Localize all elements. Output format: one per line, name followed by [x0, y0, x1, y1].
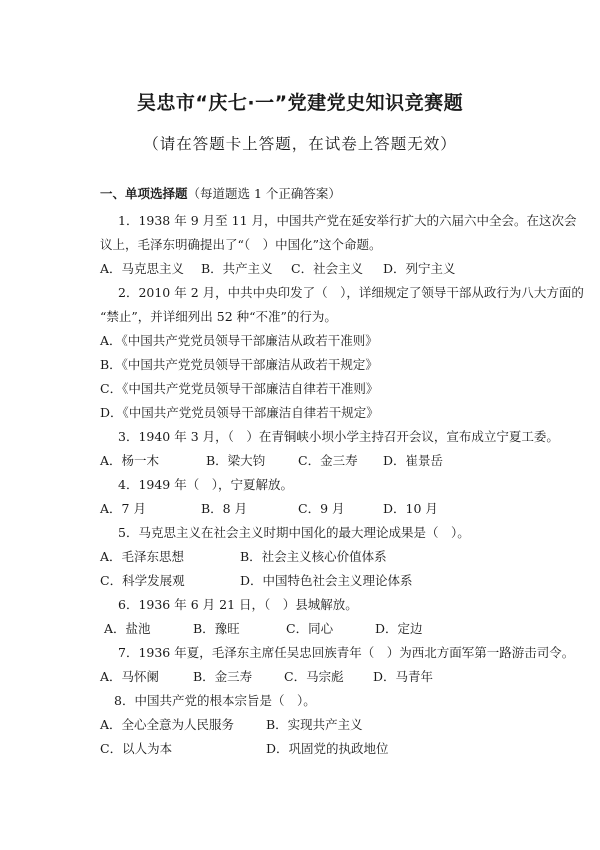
- question-4-option-b: B．8 月: [201, 501, 248, 516]
- question-5-option-c: C．科学发展观: [100, 573, 185, 588]
- question-3-option-a: A．杨一木: [100, 453, 160, 468]
- question-6-option-c: C．同心: [286, 621, 334, 636]
- question-8-option-b: B．实现共产主义: [266, 717, 363, 732]
- question-8-option-a: A．全心全意为人民服务: [100, 717, 235, 732]
- question-8-line-1: 8．中国共产党的根本宗旨是（ ）。: [114, 693, 316, 708]
- question-3-line-1: 3．1940 年 3 月，（ ）在青铜峡小坝小学主持召开会议，宣布成立宁夏工委。: [118, 429, 559, 444]
- question-5-option-b: B．社会主义核心价值体系: [240, 549, 387, 564]
- question-6-option-b: B．豫旺: [193, 621, 240, 636]
- question-7-option-d: D．马青年: [373, 669, 434, 684]
- question-2-option-c: C．《中国共产党党员领导干部廉洁自律若干准则》: [100, 381, 379, 396]
- question-1-option-b: B．共产主义: [201, 261, 273, 276]
- question-4-option-a: A．7 月: [100, 501, 146, 516]
- question-4-option-d: D．10 月: [383, 501, 438, 516]
- question-6-option-a: A．盐池: [104, 621, 151, 636]
- question-7-line-1: 7．1936 年夏，毛泽东主席任吴忠回族青年（ ）为西北方面军第一路游击司令。: [118, 645, 575, 660]
- question-1-option-d: D．列宁主义: [383, 261, 456, 276]
- question-1-option-a: A．马克思主义: [100, 261, 185, 276]
- question-7-option-b: B．金三寿: [193, 669, 253, 684]
- question-2-option-b: B．《中国共产党党员领导干部廉洁从政若干规定》: [100, 357, 378, 372]
- question-1-option-c: C．社会主义: [291, 261, 364, 276]
- page-title: 吴忠市“庆七·一”党建党史知识竞赛题: [136, 92, 464, 114]
- question-3-option-b: B．梁大钧: [206, 453, 266, 468]
- question-6-option-d: D．定边: [375, 621, 423, 636]
- question-4-option-c: C．9 月: [298, 501, 345, 516]
- question-3-option-d: D．崔景岳: [383, 453, 444, 468]
- question-8-option-d: D．巩固党的执政地位: [266, 741, 389, 756]
- section-note: （每道题选 1 个正确答案）: [187, 186, 341, 201]
- question-2-option-a: A．《中国共产党党员领导干部廉洁从政若干准则》: [100, 333, 378, 348]
- question-6-line-1: 6．1936 年 6 月 21 日，（ ）县城解放。: [118, 597, 358, 612]
- question-7-option-a: A．马怀阑: [100, 669, 160, 684]
- section-title: 一、单项选择题: [100, 186, 188, 201]
- section-heading: [100, 186, 341, 202]
- question-5-line-1: 5．马克思主义在社会主义时期中国化的最大理论成果是（ ）。: [118, 525, 470, 540]
- question-7-option-c: C．马宗彪: [284, 669, 344, 684]
- question-3-option-c: C．金三寿: [298, 453, 358, 468]
- question-5-option-a: A．毛泽东思想: [100, 549, 185, 564]
- question-8-option-c: C．以人为本: [100, 741, 173, 756]
- question-5-option-d: D．中国特色社会主义理论体系: [240, 573, 413, 588]
- question-2-option-d: D．《中国共产党党员领导干部廉洁自律若干规定》: [100, 405, 379, 420]
- question-1-line-1: 1．1938 年 9 月至 11 月，中国共产党在延安举行扩大的六届六中全会。在这次会: [118, 213, 577, 228]
- page-subtitle: （请在答题卡上答题，在试卷上答题无效）: [143, 135, 457, 153]
- question-2-line-1: 2．2010 年 2 月，中共中央印发了（ ），详细规定了领导干部从政行为八大方面的: [118, 285, 584, 300]
- question-4-line-1: 4．1949 年（ ），宁夏解放。: [118, 477, 293, 492]
- question-2-line-2: “禁止”，并详细列出 52 种“不准”的行为。: [100, 309, 337, 324]
- question-1-line-2: 议上，毛泽东明确提出了“（ ）中国化”这个命题。: [100, 237, 382, 252]
